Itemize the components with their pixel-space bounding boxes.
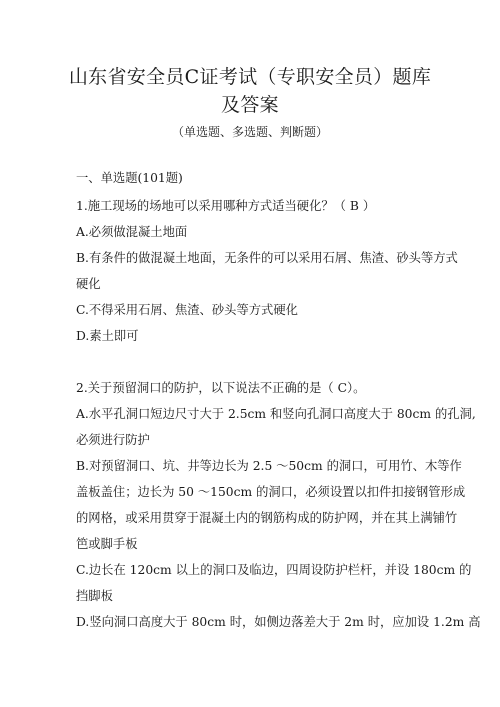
question-2-option-a: A.水平孔洞口短边尺寸大于 2.5cm 和竖向孔洞口高度大于 80cm 的孔洞,	[76, 407, 476, 421]
question-1-stem: 1.施工现场的场地可以采用哪种方式适当硬化？（ B ）	[76, 199, 376, 213]
question-1-option-b: B.有条件的做混凝土地面，无条件的可以采用石屑、焦渣、砂头等方式	[76, 251, 458, 265]
question-2-option-d: D.竖向洞口高度大于 80cm 时，如侧边落差大于 2m 时，应加设 1.2m 高	[76, 615, 481, 629]
question-1-option-a: A.必须做混凝土地面	[76, 225, 188, 239]
section-heading: 一、单选题(101题)	[76, 171, 183, 185]
question-2-option-b-continued: 的网格，或采用贯穿于混凝土内的钢筋构成的防护网，并在其上满铺竹	[76, 511, 458, 525]
question-2-option-c: C.边长在 120cm 以上的洞口及临边，四周设防护栏杆，并设 180cm 的	[76, 563, 472, 577]
question-1-option-d: D.素土即可	[76, 329, 139, 343]
document-title-line1: 山东省安全员C证考试（专职安全员）题库	[68, 66, 432, 88]
question-2-option-b-continued: 盖板盖住；边长为 50 ～150cm 的洞口，必须设置以扣件扣接钢管形成	[76, 485, 466, 499]
question-1-option-b-continued: 硬化	[76, 277, 101, 291]
question-2-option-b: B.对预留洞口、坑、井等边长为 2.5 ～50cm 的洞口，可用竹、木等作	[76, 459, 462, 473]
question-2-option-a-continued: 必须进行防护	[76, 433, 150, 447]
question-1-option-c: C.不得采用石屑、焦渣、砂头等方式硬化	[76, 303, 298, 317]
document-subtitle: （单选题、多选题、判断题）	[171, 125, 328, 139]
question-2-stem: 2.关于预留洞口的防护，以下说法不正确的是（ C）。	[76, 381, 366, 395]
question-2-option-b-continued: 笆或脚手板	[76, 537, 138, 551]
question-2-option-c-continued: 挡脚板	[76, 589, 113, 603]
document-title-line2: 及答案	[221, 94, 279, 116]
